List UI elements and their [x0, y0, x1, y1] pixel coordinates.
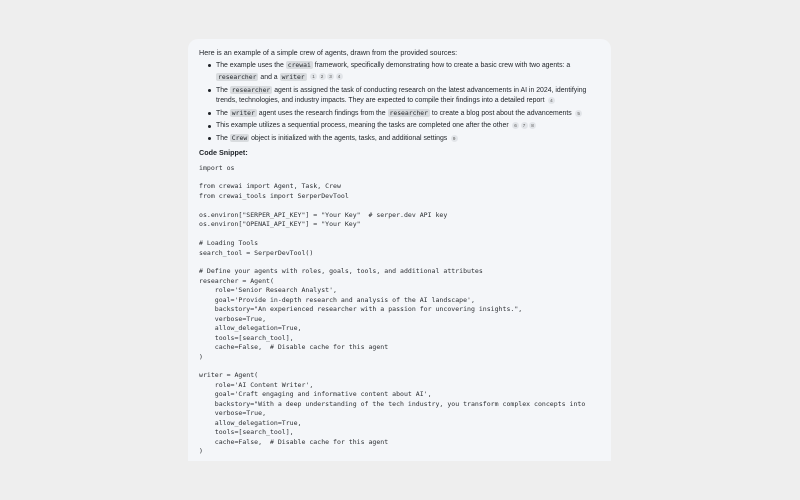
code-line: [199, 201, 601, 210]
citation-badge[interactable]: 6: [512, 122, 519, 129]
code-line: os.environ["OPENAI_API_KEY"] = "Your Key": [199, 220, 361, 229]
code-line: import os: [199, 163, 235, 172]
code-line: backstory="With a deep understanding of the tech industry, you transform complex concepts into: [199, 399, 586, 408]
code-line: goal='Provide in-depth research and analysis of the AI landscape',: [199, 295, 475, 304]
bullet-text: This example utilizes a sequential process, meaning the tasks are completed one after the other: [216, 122, 509, 129]
bullet-item: [207, 108, 601, 120]
bullet-text: The: [216, 86, 230, 94]
code-line: cache=False, # Disable cache for this agent: [199, 343, 389, 352]
code-line: writer = Agent(: [199, 371, 259, 380]
citation-badge[interactable]: 3: [327, 73, 334, 80]
code-line: ): [199, 352, 203, 361]
citation-badge[interactable]: 8: [529, 122, 536, 129]
bullet-text: The: [216, 110, 230, 117]
inline-code: writer: [281, 72, 305, 81]
code-line: # Define your agents with roles, goals, tools, and additional attributes: [199, 267, 483, 276]
code-line: from crewai_tools import SerperDevTool: [199, 191, 349, 200]
citation-badge[interactable]: 2: [319, 73, 326, 80]
bullet-text: object is initialized with the agents, tasks, and additional settings: [249, 135, 448, 142]
code-line: [199, 258, 601, 267]
bullet-text: to create a blog post about the advancements: [430, 110, 572, 117]
bullet-text: agent uses the research findings from the: [256, 110, 388, 117]
bullet-text: framework, specifically demonstrating how to create a basic crew with two agents: a: [312, 62, 571, 69]
bullet-text: The example uses the: [216, 62, 286, 69]
code-line: from crewai import Agent, Task, Crew: [199, 182, 341, 191]
code-line: role='AI Content Writer',: [199, 380, 314, 389]
inline-code: researcher: [218, 72, 257, 81]
code-line: [199, 230, 601, 239]
code-block: [199, 164, 601, 457]
code-line: tools=[search_tool],: [199, 333, 294, 342]
citation-badge[interactable]: 7: [521, 122, 528, 129]
citation-badge[interactable]: 4: [548, 97, 555, 104]
inline-code: researcher: [389, 109, 428, 117]
citation-badge[interactable]: 5: [575, 110, 582, 117]
code-line: allow_delegation=True,: [199, 418, 302, 427]
code-line: tools=[search_tool],: [199, 428, 294, 437]
code-line: researcher = Agent(: [199, 276, 274, 285]
inline-code: crewai: [287, 61, 311, 69]
code-line: backstory="An experienced researcher with a passion for uncovering insights.",: [199, 305, 523, 314]
code-line: search_tool = SerperDevTool(): [199, 248, 314, 257]
code-line: [199, 362, 601, 371]
code-line: verbose=True,: [199, 409, 267, 418]
citation-badge[interactable]: 1: [310, 73, 317, 80]
citation-badge[interactable]: 4: [336, 73, 343, 80]
bullet-item: [207, 85, 601, 107]
bullet-list: [199, 60, 601, 145]
response-card: [188, 39, 611, 461]
code-line: cache=False, # Disable cache for this agent: [199, 437, 389, 446]
code-line: # Loading Tools: [199, 239, 259, 248]
bullet-item: [207, 121, 601, 132]
code-line: role='Senior Research Analyst',: [199, 286, 337, 295]
inline-code: researcher: [231, 85, 271, 94]
code-line: allow_delegation=True,: [199, 324, 302, 333]
code-line: verbose=True,: [199, 314, 267, 323]
code-line: ): [199, 447, 203, 456]
inline-code: Crew: [231, 134, 248, 142]
intro-text: Here is an example of a simple crew of agents, drawn from the provided sources:: [199, 48, 458, 57]
bullet-item: [207, 133, 601, 145]
bullet-text: agent is assigned the task of conducting research on the latest advancements in AI in 2024, identifying trends, technologies, and industry impacts. They are expected to compile their findings into a detailed report: [216, 86, 587, 104]
code-line: os.environ["SERPER_API_KEY"] = "Your Key" # serper.dev API key: [199, 210, 448, 219]
citation-badge[interactable]: 9: [451, 135, 458, 142]
bullet-text: and a: [258, 73, 280, 81]
code-snippet-heading: Code Snippet:: [199, 147, 248, 157]
inline-code: writer: [231, 109, 255, 117]
code-line: goal='Craft engaging and informative content about AI',: [199, 390, 432, 399]
code-line: [199, 173, 601, 182]
bullet-text: The: [216, 135, 230, 142]
bullet-item: [207, 60, 601, 83]
